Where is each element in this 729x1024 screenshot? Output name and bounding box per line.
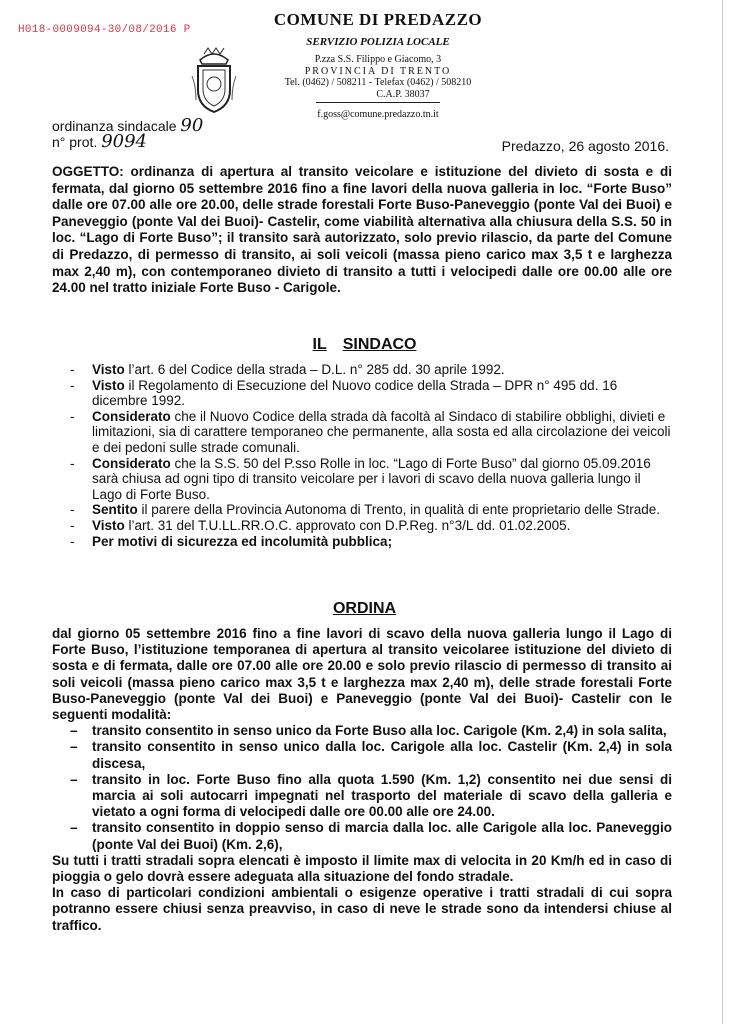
- list-item: - Per motivi di sicurezza ed incolumità pubblica;: [70, 534, 672, 550]
- subject-paragraph: OGGETTO: ordinanza di apertura al transito veicolare e istituzione del divieto di sosta e di fermata, dal giorno 05 settembre 2016 fino a fine lavori della nuova galleria in loc. “Forte Buso” dalle ore 07.00 alle ore 20.00, delle strade forestali Forte Buso-Paneveggio (ponte Val dei Buoi) e Paneveggio (ponte Val dei Buoi)- Castelir, come viabilità alternativa alla chiusura della S.S. 50 in loc. “Lago di Forte Buso”; il transito sarà autorizzato, solo previo rilascio, da parte del Comune di Predazzo, di permesso di transito, ai soli veicoli (massa pieno carico max 3,5 t e larghezza max 2,40 m), con contemporaneo divieto di transito a tutti i velocipedi dalle ore 00.00 alle ore 24.00 nel tratto iniziale Forte Buso - Carigole.: [52, 164, 672, 296]
- provincia: PROVINCIA DI TRENTO: [304, 66, 452, 77]
- list-item: - Visto l’art. 31 del T.U.LL.RR.O.C. approvato con D.P.Reg. n°3/L dd. 01.02.2005.: [70, 518, 672, 534]
- list-item: – transito consentito in senso unico da Forte Buso alla loc. Carigole (Km. 2,4) in sola salita,: [70, 723, 672, 739]
- closing-paragraphs: [52, 853, 672, 934]
- sindaco-heading: IL SINDACO: [312, 336, 417, 353]
- list-item: - Visto l’art. 6 del Codice della strada – D.L. n° 285 dd. 30 aprile 1992.: [70, 362, 672, 378]
- list-item: - Sentito il parere della Provincia Autonoma di Trento, in qualità di ente proprietario delle Strade.: [70, 502, 672, 518]
- list-item: – transito consentito in senso unico dalla loc. Carigole alla loc. Castelir (Km. 2,4) in sola discesa,: [70, 739, 672, 771]
- ordina-intro: dal giorno 05 settembre 2016 fino a fine lavori di scavo della nuova galleria lungo il Lago di Forte Buso, l’istituzione temporanea di apertura al transito veicolaree istituzione del divieto di sosta e di fermata, dalle ore 07.00 alle ore 20.00 e solo previo rilascio di permesso di transito ai soli veicoli (massa pieno carico max 3,5 t e larghezza max 2,40 m), delle strade forestali Forte Buso-Paneveggio (ponte Val dei Buoi) e Paneveggio (ponte Val dei Buoi)- Castelir con le seguenti modalità:: [52, 626, 672, 723]
- letterhead: [258, 10, 498, 120]
- closure-paragraph: In caso di particolari condizioni ambientali o esigenze operative i tratti stradali di cui sopra potranno essere chiusi senza preavviso, in caso di neve le strade sono da intendersi chiuse al traffico.: [52, 885, 672, 933]
- ordinanza-reference: [52, 115, 204, 152]
- ordina-body: [52, 626, 672, 934]
- list-item: – transito consentito in doppio senso di marcia dalla loc. alle Carigole alla loc. Paneveggio (ponte Val dei Buoi) (Km. 2,6),: [70, 820, 672, 852]
- speed-limit-paragraph: Su tutti i tratti stradali sopra elencati è imposto il limite max di velocita in 20 Km/h ed in caso di pioggia o gelo dovrà essere adeguata alla situazione del fondo stradale.: [52, 852, 672, 885]
- scan-edge-line: [722, 0, 723, 1024]
- address: P.zza S.S. Filippo e Giacomo, 3: [314, 54, 442, 65]
- list-item: - Considerato che il Nuovo Codice della strada dà facoltà al Sindaco di stabilire obblighi, divieti e limitazioni, sia di carattere temporaneo che permanente, alla sosta ed alla circolazione dei veicoli e dei pedoni sulle strade comunali.: [70, 409, 672, 456]
- premesse-list: [70, 362, 672, 549]
- municipal-crest-icon: [190, 46, 238, 116]
- list-item: - Considerato che la S.S. 50 del P.sso Rolle in loc. “Lago di Forte Buso” dal giorno 05.09.2016 sarà chiusa ad ogni tipo di transito veicolare per i lavori di scavo della nuova galleria lungo il Lago di Forte Buso.: [70, 456, 672, 503]
- phone-fax: Tel. (0462) / 508211 - Telefax (0462) / 508210: [284, 77, 472, 88]
- email-address: f.goss@comune.predazzo.tn.it: [317, 109, 439, 120]
- document-date: Predazzo, 26 agosto 2016.: [501, 138, 669, 154]
- ordinanza-number: 90: [180, 115, 204, 136]
- ordinanza-label: ordinanza sindacale: [52, 118, 177, 134]
- ordina-heading: ORDINA: [332, 600, 397, 617]
- list-item: – transito in loc. Forte Buso fino alla quota 1.590 (Km. 1,2) consentito nei due sensi di marcia ai soli autocarri impegnati nel trasporto del materiale di scavo della galleria e vietato a ogni forma di velocipedi dalle ore 00.00 alle ore 24.00.: [70, 772, 672, 821]
- list-item: - Visto il Regolamento di Esecuzione del Nuovo codice della Strada – DPR n° 495 dd. 16 dicembre 1992.: [70, 378, 672, 409]
- modalita-list: [52, 723, 672, 853]
- servizio-name: SERVIZIO POLIZIA LOCALE: [306, 36, 450, 48]
- protocol-stamp: H018-0009094-30/08/2016 P: [18, 24, 191, 36]
- prot-number: 9094: [101, 131, 147, 152]
- prot-label: n° prot.: [52, 134, 98, 150]
- comune-name: COMUNE DI PREDAZZO: [273, 10, 483, 29]
- postal-code: C.A.P. 38037: [316, 89, 439, 103]
